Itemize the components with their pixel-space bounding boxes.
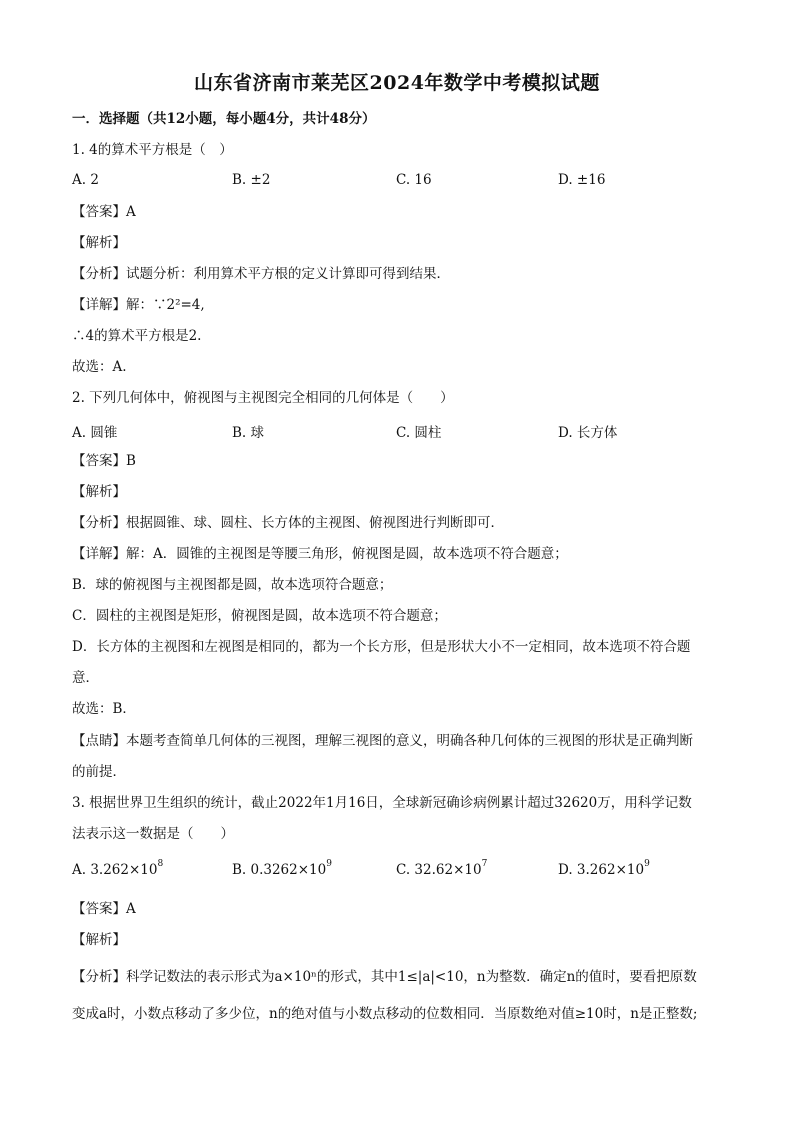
q3-option-b-exp: 9 xyxy=(326,859,332,869)
q1-option-a: A. 2 xyxy=(72,172,99,188)
q3-option-a-exp: 8 xyxy=(157,859,164,869)
q2-options xyxy=(72,421,722,439)
q3-jiexi: 【解析】 xyxy=(72,932,126,948)
q3-option-b-base: B. 0.3262×10 xyxy=(232,862,327,878)
q3-option-a xyxy=(72,859,164,878)
q2-explain-c: C．圆柱的主视图是矩形，俯视图是圆，故本选项不符合题意； xyxy=(72,608,447,624)
q2-dianjing: 【点睛】本题考查简单几何体的三视图，理解三视图的意义，明确各种几何体的三视图的形状是正确判断 xyxy=(72,733,693,749)
q3-stem-cont: 法表示这一数据是（ ） xyxy=(72,826,234,842)
q1-option-d: D. ±16 xyxy=(558,172,606,188)
q2-xiangjie: 【详解】解：A．圆锥的主视图是等腰三角形，俯视图是圆，故本选项不符合题意； xyxy=(72,546,568,562)
q3-option-d-exp: 9 xyxy=(644,859,650,869)
q2-option-d: D. 长方体 xyxy=(558,425,618,441)
q1-stem: 1. 4的算术平方根是（ ） xyxy=(72,142,233,158)
q3-options xyxy=(72,859,722,880)
q2-jiexi: 【解析】 xyxy=(72,484,126,500)
q3-option-c-base: C. 32.62×10 xyxy=(396,862,482,878)
q2-explain-d-cont: 意． xyxy=(72,670,99,686)
q3-option-c xyxy=(396,859,488,878)
q2-dianjing-cont: 的前提． xyxy=(72,764,126,780)
q1-therefore: ∴4的算术平方根是2. xyxy=(72,328,202,344)
q1-guxuan: 故选：A. xyxy=(72,359,127,375)
q2-option-b: B. 球 xyxy=(232,425,265,441)
section-heading: 一．选择题（共12小题，每小题4分，共计48分） xyxy=(72,111,376,127)
q2-option-a: A. 圆锥 xyxy=(72,425,118,441)
page-title: 山东省济南市莱芜区2024年数学中考模拟试题 xyxy=(194,72,600,94)
q3-option-d-base: D. 3.262×10 xyxy=(558,862,645,878)
q3-answer: 【答案】A xyxy=(72,901,136,917)
q1-fenxi: 【分析】试题分析：利用算术平方根的定义计算即可得到结果． xyxy=(72,266,450,282)
q3-fenxi: 【分析】科学记数法的表示形式为a×10ⁿ的形式，其中1≤|a|<10，n为整数．确定n的值时，要看把原数 xyxy=(72,969,697,985)
q3-stem: 3. 根据世界卫生组织的统计，截止2022年1月16日，全球新冠确诊病例累计超过32620万，用科学记数 xyxy=(72,795,692,811)
q2-option-c: C. 圆柱 xyxy=(396,425,442,441)
q3-option-a-base: A. 3.262×10 xyxy=(72,862,158,878)
q2-stem: 2. 下列几何体中，俯视图与主视图完全相同的几何体是（ ） xyxy=(72,390,454,406)
q1-options xyxy=(72,172,722,190)
q3-option-d xyxy=(558,859,650,878)
q3-option-b xyxy=(232,859,332,878)
q3-fenxi-cont: 变成a时，小数点移动了多少位，n的绝对值与小数点移动的位数相同．当原数绝对值≥10时，n是正整数; xyxy=(72,1006,698,1022)
q1-option-c: C. 16 xyxy=(396,172,432,188)
q1-xiangjie: 【详解】解：∵2²=4, xyxy=(72,297,205,313)
q2-explain-b: B．球的俯视图与主视图都是圆，故本选项符合题意； xyxy=(72,577,393,593)
q2-guxuan: 故选：B． xyxy=(72,701,136,717)
q1-answer: 【答案】A xyxy=(72,204,136,220)
q1-option-b: B. ±2 xyxy=(232,172,271,188)
q2-answer: 【答案】B xyxy=(72,453,136,469)
q2-explain-d: D．长方体的主视图和左视图是相同的，都为一个长方形，但是形状大小不一定相同，故本选项不符合题 xyxy=(72,639,691,655)
q3-option-c-exp: 7 xyxy=(481,859,488,869)
q1-jiexi: 【解析】 xyxy=(72,235,126,251)
q2-fenxi: 【分析】根据圆锥、球、圆柱、长方体的主视图、俯视图进行判断即可． xyxy=(72,515,504,531)
